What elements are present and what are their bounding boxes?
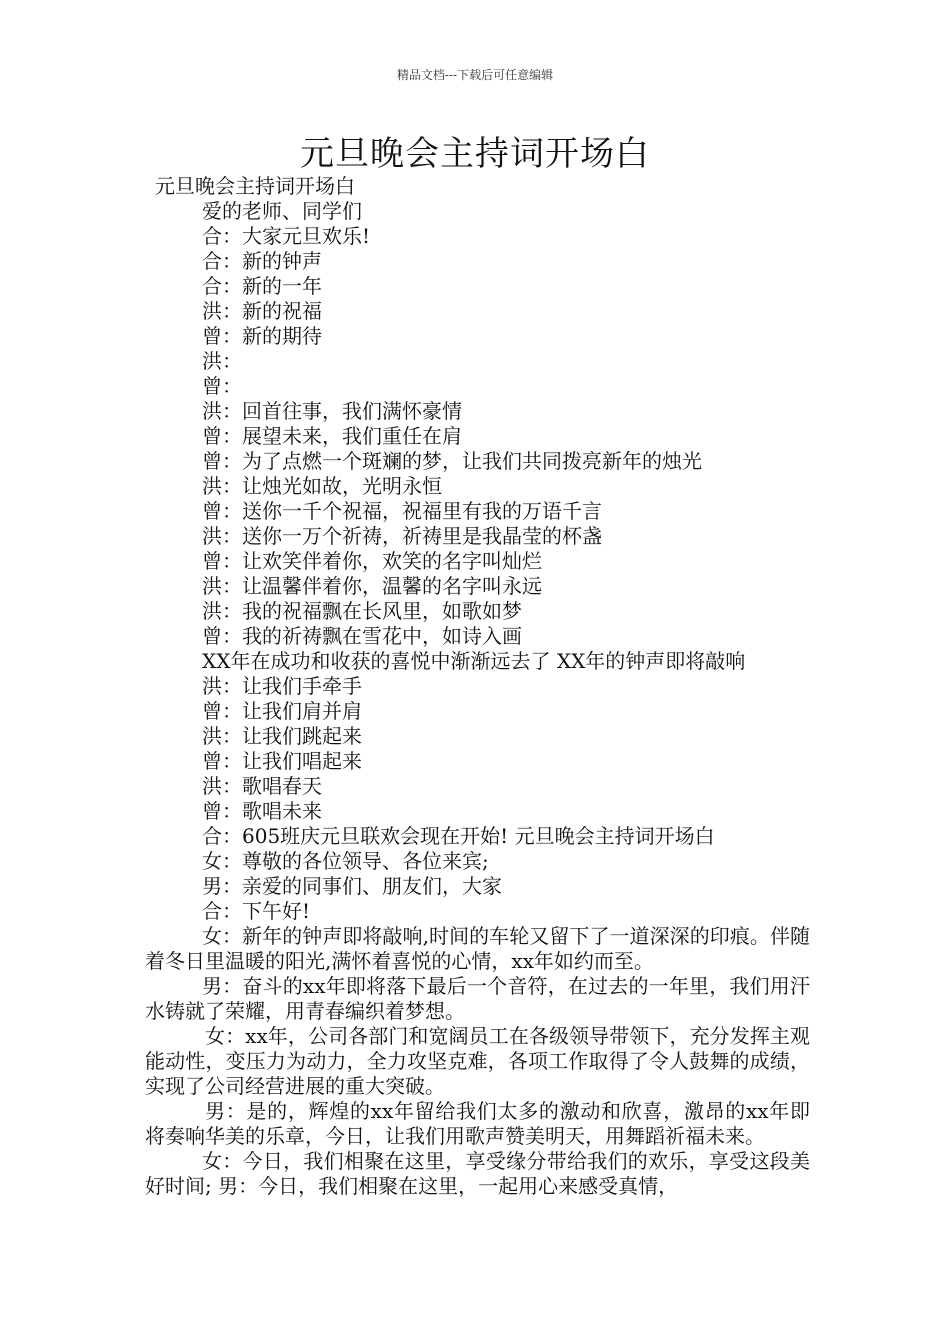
text-line: 男：亲爱的同事们、朋友们，大家 [202,874,502,898]
subtitle-line: 元旦晚会主持词开场白 [155,174,355,198]
page-header: 精品文档---下载后可任意编辑 [396,68,554,82]
text-line: 洪：让温馨伴着你，温馨的名字叫永远 [202,574,542,598]
text-line: 曾：为了点燃一个斑斓的梦，让我们共同拨亮新年的烛光 [202,449,702,473]
text-line: 曾：歌唱未来 [202,799,322,823]
paragraph: 男：是的，辉煌的xx年留给我们太多的激动和欣喜，激昂的xx年即将奏响华美的乐章，今日，让我们用歌声赞美明天，用舞蹈祈福未来。 [145,1099,810,1148]
text-line: 爱的老师、同学们 [202,199,362,223]
text-line: 曾：我的祈祷飘在雪花中，如诗入画 [202,624,522,648]
paragraph: 女：新年的钟声即将敲响,时间的车轮又留下了一道深深的印痕。伴随着冬日里温暖的阳光,满怀着喜悦的心情，xx年如约而至。 [145,924,810,973]
text-line: 曾：送你一千个祝福，祝福里有我的万语千言 [202,499,602,523]
text-line: XX年在成功和收获的喜悦中渐渐远去了 XX年的钟声即将敲响 [202,649,746,673]
text-line: 洪：新的祝福 [202,299,322,323]
text-line: 洪：让我们跳起来 [202,724,362,748]
text-line: 女：尊敬的各位领导、各位来宾; [202,849,489,873]
text-line: 曾： [202,374,242,398]
text-line: 洪：让烛光如故，光明永恒 [202,474,442,498]
text-line: 洪：回首往事，我们满怀豪情 [202,399,462,423]
text-line: 曾：让我们肩并肩 [202,699,362,723]
text-line: 曾：让我们唱起来 [202,749,362,773]
document-title: 元旦晚会主持词开场白 [300,134,650,174]
text-line: 曾：让欢笑伴着你，欢笑的名字叫灿烂 [202,549,542,573]
text-line: 洪：送你一万个祈祷，祈祷里是我晶莹的杯盏 [202,524,602,548]
text-line: 合：605班庆元旦联欢会现在开始! 元旦晚会主持词开场白 [202,824,715,848]
text-line: 合：新的一年 [202,274,322,298]
text-line: 洪： [202,349,242,373]
text-line: 合：大家元旦欢乐! [202,224,371,248]
text-line: 曾：新的期待 [202,324,322,348]
text-line: 合：新的钟声 [202,249,322,273]
document-body [145,174,810,1199]
paragraph: 女：xx年，公司各部门和宽阔员工在各级领导带领下，充分发挥主观能动性，变压力为动力，全力攻坚克难，各项工作取得了令人鼓舞的成绩，实现了公司经营进展的重大突破。 [145,1024,810,1098]
paragraph: 男：奋斗的xx年即将落下最后一个音符，在过去的一年里，我们用汗水铸就了荣耀，用青春编织着梦想。 [145,974,810,1023]
text-line: 曾：展望未来，我们重任在肩 [202,424,462,448]
text-line: 合：下午好! [202,899,311,923]
text-line: 洪：歌唱春天 [202,774,322,798]
paragraph: 女：今日，我们相聚在这里，享受缘分带给我们的欢乐，享受这段美好时间; 男：今日，我们相聚在这里，一起用心来感受真情， [145,1149,810,1198]
text-line: 洪：让我们手牵手 [202,674,362,698]
text-line: 洪：我的祝福飘在长风里，如歌如梦 [202,599,522,623]
